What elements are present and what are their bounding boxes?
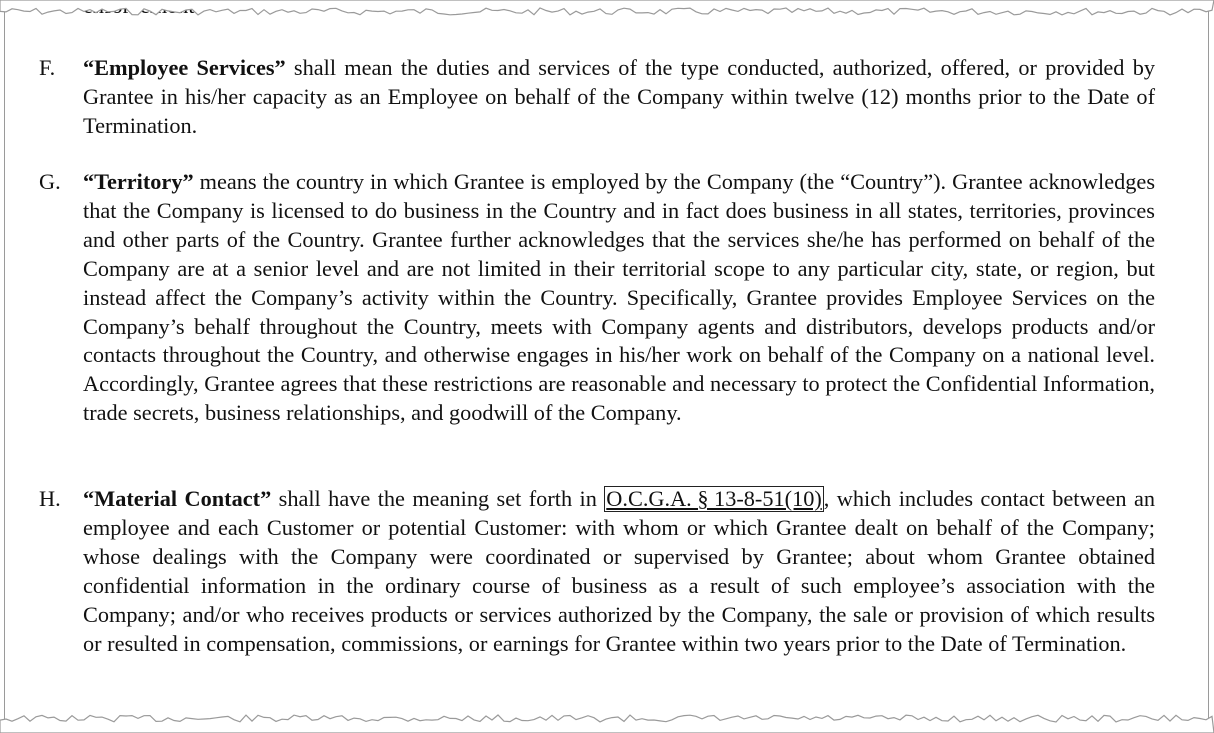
- section-text: , which includes contact between an employee and each Customer or potential Customer: with whom or which Grantee dealt on behalf of the Company; whose dealings with the Company were coordinated or supervised by Grantee; about whom Grantee obtained confidential information in the ordinary course of business as a result of such employee’s association with the Company; and/or who receives products or services authorized by the Company, the sale or provision of which results or resulted in compensation, commissions, or earnings for Grantee within two years prior to the Date of Termination.: [83, 486, 1155, 656]
- page-right-edge: [1208, 10, 1209, 722]
- section-letter: F.: [39, 55, 56, 80]
- statute-citation-link[interactable]: O.C.G.A. § 13-8-51(10): [606, 486, 822, 511]
- torn-edge-bottom: [0, 709, 1214, 733]
- section-text: shall mean the duties and services of the type conducted, authorized, offered, or provided by Grantee in his/her capacity as an Employee on behalf of the Company within twelve (12) months prior to the Date of Termination.: [83, 55, 1155, 138]
- section-text: means the country in which Grantee is employed by the Company (the “Country”). Grantee acknowledges that the Company is licensed to do business in the Country and in fact does business in all states, territories, provinces and other parts of the Country. Grantee further acknowledges that the services she/he has performed on behalf of the Company are at a senior level and are not limited in their territorial scope to any particular city, state, or region, but instead affect the Company’s activity within the Country. Specifically, Grantee provides Employee Services on the Company’s behalf throughout the Country, meets with Company agents and distributors, develops products and/or contacts throughout the Country, and otherwise engages in his/her work on behalf of the Company on a national level. Accordingly, Grantee agrees that these restrictions are reasonable and necessary to protect the Confidential Information, trade secrets, business relationships, and goodwill of the Company.: [83, 169, 1155, 426]
- section-paragraph: [83, 168, 1155, 428]
- defined-term: “Territory”: [83, 169, 194, 194]
- defined-term: “Employee Services”: [83, 55, 286, 80]
- section-text: shall have the meaning set forth in: [271, 486, 605, 511]
- section-letter: H.: [39, 486, 61, 511]
- section-paragraph: [83, 54, 1155, 141]
- section-paragraph: [83, 485, 1155, 658]
- defined-term: “Material Contact”: [83, 486, 272, 511]
- page-left-edge: [4, 10, 5, 722]
- section-letter: G.: [39, 169, 61, 194]
- torn-edge-top: [0, 0, 1214, 24]
